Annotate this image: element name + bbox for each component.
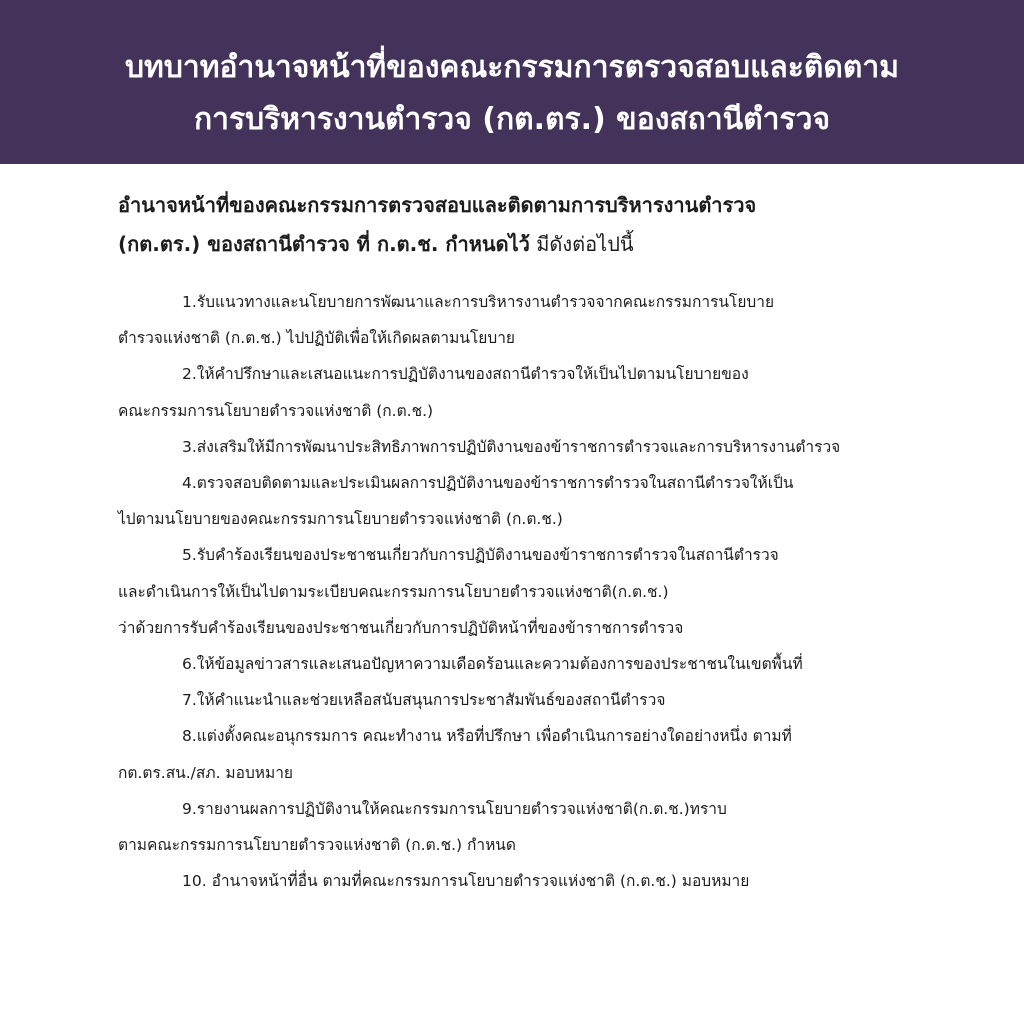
intro-heading-line-1: อำนาจหน้าที่ของคณะกรรมการตรวจสอบและติดตามการบริหารงานตำรวจ [118, 193, 757, 217]
duty-item-7: 7.ให้คำแนะนำและช่วยเหลือสนับสนุนการประชาสัมพันธ์ของสถานีตำรวจ [182, 691, 666, 710]
intro-paragraph [118, 186, 908, 264]
duty-item-1: 1.รับแนวทางและนโยบายการพัฒนาและการบริหารงานตำรวจจากคณะกรรมการนโยบาย ตำรวจแห่งชาติ (ก.ต.ช.) ไปปฏิบัติเพื่อให้เกิดผลตามนโยบาย [118, 293, 775, 348]
intro-tail: มีดังต่อไปนี้ [529, 232, 634, 256]
duty-item-5: 5.รับคำร้องเรียนของประชาชนเกี่ยวกับการปฏิบัติงานของข้าราชการตำรวจในสถานีตำรวจ และดำเนินการให้เป็นไปตามระเบียบคณะกรรมการนโยบายตำรวจแห่งชาติ(ก.ต.ช.) ว่าด้วยการรับคำร้องเรียนของประชาชนเกี่ยวกับการปฏิบัติหน้าที่ของข้าราชการตำรวจ [118, 546, 779, 637]
duty-item-4: 4.ตรวจสอบติดตามและประเมินผลการปฏิบัติงานของข้าราชการตำรวจในสถานีตำรวจให้เป็น ไปตามนโยบายของคณะกรรมการนโยบายตำรวจแห่งชาติ (ก.ต.ช.) [118, 474, 794, 529]
page-title-line-1: บทบาทอำนาจหน้าที่ของคณะกรรมการตรวจสอบและติดตาม [125, 50, 899, 85]
duty-item-6: 6.ให้ข้อมูลข่าวสารและเสนอปัญหาความเดือดร้อนและความต้องการของประชาชนในเขตพื้นที่ [182, 655, 803, 674]
duty-list [118, 284, 908, 899]
duty-item-8: 8.แต่งตั้งคณะอนุกรรมการ คณะทำงาน หรือที่ปรึกษา เพื่อดำเนินการอย่างใดอย่างหนึ่ง ตามที่ กต.ตร.สน./สภ. มอบหมาย [118, 727, 792, 782]
document-body [118, 186, 908, 899]
duty-item-3: 3.ส่งเสริมให้มีการพัฒนาประสิทธิภาพการปฏิบัติงานของข้าราชการตำรวจและการบริหารงานตำรวจ [182, 437, 841, 456]
duty-item-2: 2.ให้คำปรึกษาและเสนอแนะการปฏิบัติงานของสถานีตำรวจให้เป็นไปตามนโยบายของ คณะกรรมการนโยบายตำรวจแห่งชาติ (ก.ต.ช.) [118, 365, 749, 420]
duty-item-9: 9.รายงานผลการปฏิบัติงานให้คณะกรรมการนโยบายตำรวจแห่งชาติ(ก.ต.ช.)ทราบ ตามคณะกรรมการนโยบายตำรวจแห่งชาติ (ก.ต.ช.) กำหนด [118, 799, 727, 855]
page-title-line-2: การบริหารงานตำรวจ (กต.ตร.) ของสถานีตำรวจ [193, 102, 831, 137]
duty-item-10: 10. อำนาจหน้าที่อื่น ตามที่คณะกรรมการนโยบายตำรวจแห่งชาติ (ก.ต.ช.) มอบหมาย [182, 872, 750, 891]
intro-heading-line-2: (กต.ตร.) ของสถานีตำรวจ ที่ ก.ต.ช. กำหนดไว้ [118, 232, 530, 256]
title-banner [0, 0, 1024, 164]
